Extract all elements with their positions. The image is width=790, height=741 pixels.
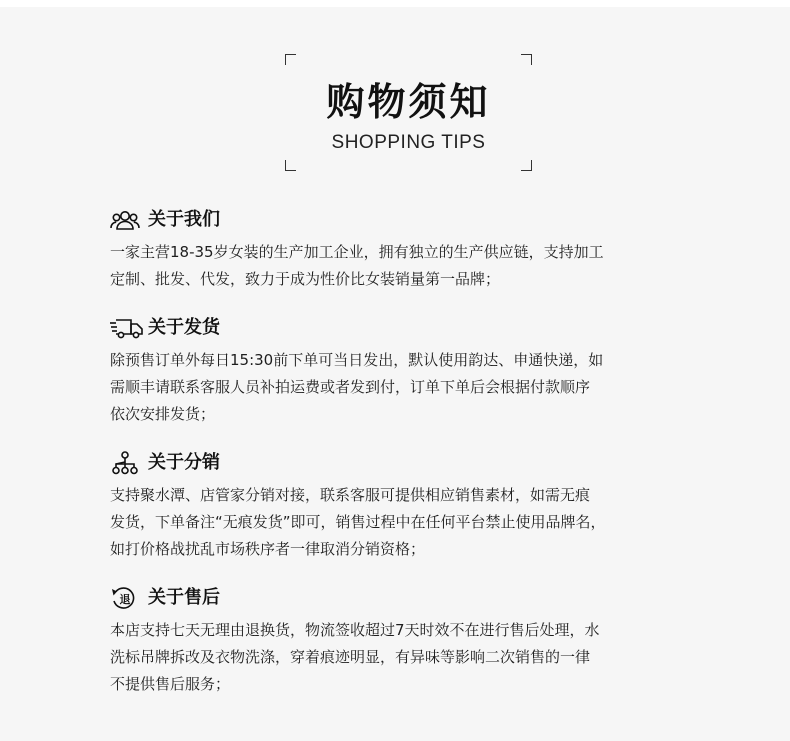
corner-bracket-top-left: [285, 54, 296, 65]
section-header: [110, 208, 710, 232]
network-icon: [110, 451, 144, 475]
section-title: 关于发货: [148, 317, 220, 338]
body-line: 除预售订单外每日15:30前下单可当日发出，默认使用韵达、申通快递，如: [110, 351, 604, 369]
body-line: 如打价格战扰乱市场秩序者一律取消分销资格；: [110, 540, 426, 558]
section-header: [110, 586, 710, 610]
section-header: [110, 451, 710, 475]
section-body: [110, 482, 710, 563]
body-line: 发货，下单备注“无痕发货”即可，销售过程中在任何平台禁止使用品牌名，: [110, 513, 606, 531]
section-title: 关于我们: [148, 209, 220, 230]
corner-bracket-bottom-right: [521, 160, 532, 171]
truck-icon: [110, 316, 144, 340]
section-about-us: [110, 208, 710, 293]
section-body: [110, 239, 710, 293]
corner-bracket-top-right: [521, 54, 532, 65]
page-subtitle: SHOPPING TIPS: [331, 132, 486, 153]
page-title: 购物须知: [326, 79, 491, 124]
return-icon-label: 退: [119, 593, 131, 606]
section-title: 关于分销: [148, 452, 220, 473]
people-icon: [110, 208, 144, 232]
body-line: 不提供售后服务；: [110, 675, 231, 693]
section-header: [110, 316, 710, 340]
body-line: 依次安排发货；: [110, 405, 216, 423]
section-body: [110, 347, 710, 428]
section-distribution: [110, 451, 710, 563]
title-box: [285, 54, 532, 171]
corner-bracket-bottom-left: [285, 160, 296, 171]
section-body: [110, 617, 710, 698]
return-icon: [110, 586, 144, 610]
body-line: 一家主营18-35岁女装的生产加工企业，拥有独立的生产供应链，支持加工: [110, 243, 604, 261]
section-title: 关于售后: [148, 587, 220, 608]
body-line: 本店支持七天无理由退换货，物流签收超过7天时效不在进行售后处理，水: [110, 621, 600, 639]
body-line: 洗标吊牌拆改及衣物洗涤，穿着痕迹明显，有异味等影响二次销售的一律: [110, 648, 591, 666]
body-line: 支持聚水潭、店管家分销对接，联系客服可提供相应销售素材，如需无痕: [110, 486, 591, 504]
section-after-sales: [110, 586, 710, 698]
section-shipping: [110, 316, 710, 428]
body-line: 需顺丰请联系客服人员补拍运费或者发到付，订单下单后会根据付款顺序: [110, 378, 591, 396]
body-line: 定制、批发、代发，致力于成为性价比女装销量第一品牌；: [110, 270, 501, 288]
